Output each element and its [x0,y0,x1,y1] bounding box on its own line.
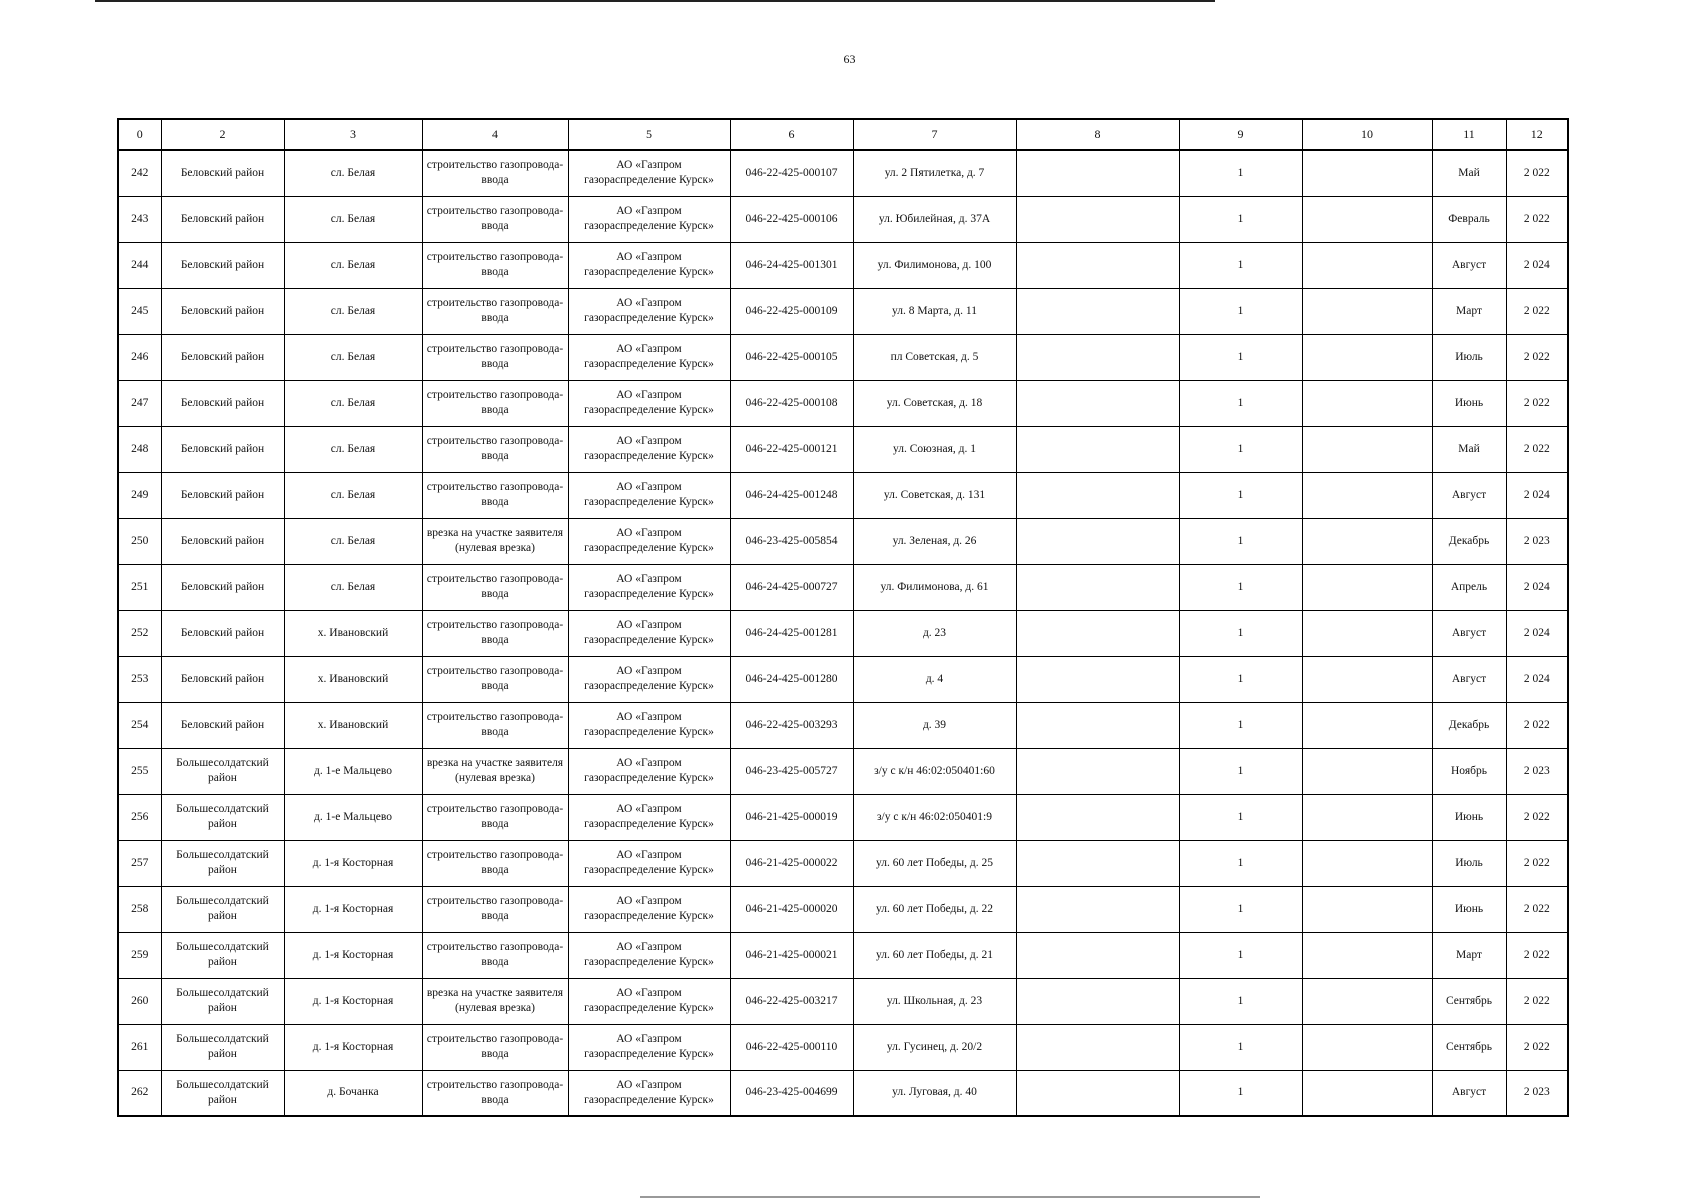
year-cell: 2 022 [1506,380,1568,426]
address-cell: з/у с к/н 46:02:050401:9 [853,794,1016,840]
organization-cell: АО «Газпром газораспределение Курск» [568,334,730,380]
organization-cell: АО «Газпром газораспределение Курск» [568,886,730,932]
district-cell: Беловский район [161,610,284,656]
row-number: 250 [118,518,161,564]
year-cell: 2 023 [1506,1070,1568,1116]
district-cell: Беловский район [161,334,284,380]
address-cell: ул. 2 Пятилетка, д. 7 [853,150,1016,196]
application-code-cell: 046-21-425-000021 [730,932,853,978]
column-header: 2 [161,119,284,150]
row-number: 244 [118,242,161,288]
quantity-cell: 1 [1179,610,1302,656]
organization-cell: АО «Газпром газораспределение Курск» [568,150,730,196]
quantity-cell: 1 [1179,472,1302,518]
column-8-cell [1016,702,1179,748]
column-8-cell [1016,886,1179,932]
column-10-cell [1302,886,1432,932]
organization-cell: АО «Газпром газораспределение Курск» [568,426,730,472]
work-type-cell: строительство газопровода-ввода [422,288,568,334]
application-code-cell: 046-24-425-001301 [730,242,853,288]
month-cell: Апрель [1432,564,1506,610]
district-cell: Беловский район [161,564,284,610]
page-number: 63 [843,52,856,66]
work-type-cell: строительство газопровода-ввода [422,932,568,978]
table-row [118,1024,1568,1070]
quantity-cell: 1 [1179,702,1302,748]
table-row [118,380,1568,426]
address-cell: ул. Советская, д. 18 [853,380,1016,426]
quantity-cell: 1 [1179,840,1302,886]
year-cell: 2 022 [1506,334,1568,380]
column-header: 8 [1016,119,1179,150]
quantity-cell: 1 [1179,932,1302,978]
settlement-cell: сл. Белая [284,150,422,196]
organization-cell: АО «Газпром газораспределение Курск» [568,564,730,610]
table-row [118,932,1568,978]
month-cell: Сентябрь [1432,978,1506,1024]
column-8-cell [1016,564,1179,610]
application-code-cell: 046-22-425-003293 [730,702,853,748]
table-row [118,426,1568,472]
district-cell: Беловский район [161,242,284,288]
organization-cell: АО «Газпром газораспределение Курск» [568,518,730,564]
work-type-cell: строительство газопровода-ввода [422,150,568,196]
year-cell: 2 024 [1506,564,1568,610]
table-row [118,518,1568,564]
row-number: 248 [118,426,161,472]
work-type-cell: строительство газопровода-ввода [422,380,568,426]
year-cell: 2 022 [1506,196,1568,242]
quantity-cell: 1 [1179,886,1302,932]
column-10-cell [1302,242,1432,288]
organization-cell: АО «Газпром газораспределение Курск» [568,840,730,886]
application-code-cell: 046-22-425-000121 [730,426,853,472]
application-code-cell: 046-21-425-000019 [730,794,853,840]
month-cell: Июнь [1432,794,1506,840]
organization-cell: АО «Газпром газораспределение Курск» [568,380,730,426]
row-number: 247 [118,380,161,426]
work-type-cell: врезка на участке заявителя (нулевая врезка) [422,978,568,1024]
quantity-cell: 1 [1179,794,1302,840]
column-10-cell [1302,840,1432,886]
row-number: 258 [118,886,161,932]
application-code-cell: 046-24-425-001248 [730,472,853,518]
column-8-cell [1016,932,1179,978]
address-cell: з/у с к/н 46:02:050401:60 [853,748,1016,794]
month-cell: Декабрь [1432,702,1506,748]
column-header: 0 [118,119,161,150]
application-code-cell: 046-24-425-001281 [730,610,853,656]
table-row [118,886,1568,932]
work-type-cell: строительство газопровода-ввода [422,1070,568,1116]
month-cell: Июнь [1432,886,1506,932]
table-row [118,196,1568,242]
application-code-cell: 046-21-425-000020 [730,886,853,932]
work-type-cell: строительство газопровода-ввода [422,564,568,610]
organization-cell: АО «Газпром газораспределение Курск» [568,978,730,1024]
district-cell: Большесолдатский район [161,1024,284,1070]
organization-cell: АО «Газпром газораспределение Курск» [568,288,730,334]
month-cell: Февраль [1432,196,1506,242]
address-cell: ул. Союзная, д. 1 [853,426,1016,472]
work-type-cell: строительство газопровода-ввода [422,196,568,242]
settlement-cell: сл. Белая [284,564,422,610]
row-number: 259 [118,932,161,978]
column-10-cell [1302,702,1432,748]
application-code-cell: 046-23-425-005854 [730,518,853,564]
work-type-cell: строительство газопровода-ввода [422,242,568,288]
application-code-cell: 046-22-425-003217 [730,978,853,1024]
table-row [118,150,1568,196]
table-row [118,288,1568,334]
quantity-cell: 1 [1179,748,1302,794]
address-cell: ул. Филимонова, д. 61 [853,564,1016,610]
column-10-cell [1302,288,1432,334]
column-10-cell [1302,1024,1432,1070]
application-code-cell: 046-22-425-000110 [730,1024,853,1070]
organization-cell: АО «Газпром газораспределение Курск» [568,610,730,656]
work-type-cell: врезка на участке заявителя (нулевая врезка) [422,518,568,564]
work-type-cell: строительство газопровода-ввода [422,794,568,840]
organization-cell: АО «Газпром газораспределение Курск» [568,794,730,840]
year-cell: 2 024 [1506,610,1568,656]
column-10-cell [1302,610,1432,656]
month-cell: Август [1432,242,1506,288]
address-cell: ул. Юбилейная, д. 37А [853,196,1016,242]
work-type-cell: строительство газопровода-ввода [422,426,568,472]
column-10-cell [1302,978,1432,1024]
row-number: 256 [118,794,161,840]
row-number: 249 [118,472,161,518]
settlement-cell: д. 1-я Косторная [284,1024,422,1070]
quantity-cell: 1 [1179,1024,1302,1070]
district-cell: Большесолдатский район [161,748,284,794]
month-cell: Сентябрь [1432,1024,1506,1070]
address-cell: ул. 60 лет Победы, д. 25 [853,840,1016,886]
settlement-cell: сл. Белая [284,472,422,518]
quantity-cell: 1 [1179,978,1302,1024]
application-code-cell: 046-24-425-001280 [730,656,853,702]
month-cell: Май [1432,150,1506,196]
organization-cell: АО «Газпром газораспределение Курск» [568,1070,730,1116]
address-cell: ул. Зеленая, д. 26 [853,518,1016,564]
row-number: 254 [118,702,161,748]
district-cell: Большесолдатский район [161,794,284,840]
organization-cell: АО «Газпром газораспределение Курск» [568,1024,730,1070]
month-cell: Июнь [1432,380,1506,426]
quantity-cell: 1 [1179,242,1302,288]
column-8-cell [1016,1024,1179,1070]
address-cell: ул. 8 Марта, д. 11 [853,288,1016,334]
settlement-cell: сл. Белая [284,518,422,564]
organization-cell: АО «Газпром газораспределение Курск» [568,656,730,702]
column-8-cell [1016,472,1179,518]
district-cell: Беловский район [161,380,284,426]
application-code-cell: 046-23-425-004699 [730,1070,853,1116]
work-type-cell: строительство газопровода-ввода [422,610,568,656]
column-8-cell [1016,288,1179,334]
year-cell: 2 022 [1506,840,1568,886]
row-number: 252 [118,610,161,656]
district-cell: Беловский район [161,426,284,472]
month-cell: Июль [1432,840,1506,886]
settlement-cell: д. 1-е Мальцево [284,748,422,794]
year-cell: 2 024 [1506,242,1568,288]
application-code-cell: 046-22-425-000106 [730,196,853,242]
column-10-cell [1302,932,1432,978]
settlement-cell: д. 1-я Косторная [284,978,422,1024]
table-row [118,978,1568,1024]
settlement-cell: сл. Белая [284,288,422,334]
month-cell: Август [1432,1070,1506,1116]
work-type-cell: строительство газопровода-ввода [422,886,568,932]
month-cell: Август [1432,472,1506,518]
month-cell: Май [1432,426,1506,472]
district-cell: Беловский район [161,150,284,196]
organization-cell: АО «Газпром газораспределение Курск» [568,932,730,978]
column-8-cell [1016,518,1179,564]
row-number: 262 [118,1070,161,1116]
address-cell: ул. Советская, д. 131 [853,472,1016,518]
application-code-cell: 046-22-425-000105 [730,334,853,380]
table-row [118,334,1568,380]
quantity-cell: 1 [1179,288,1302,334]
row-number: 245 [118,288,161,334]
year-cell: 2 022 [1506,150,1568,196]
work-type-cell: строительство газопровода-ввода [422,840,568,886]
application-code-cell: 046-22-425-000107 [730,150,853,196]
address-cell: ул. 60 лет Победы, д. 22 [853,886,1016,932]
table-row [118,564,1568,610]
row-number: 251 [118,564,161,610]
column-header: 5 [568,119,730,150]
column-8-cell [1016,426,1179,472]
quantity-cell: 1 [1179,150,1302,196]
row-number: 253 [118,656,161,702]
address-cell: ул. Школьная, д. 23 [853,978,1016,1024]
year-cell: 2 022 [1506,288,1568,334]
row-number: 255 [118,748,161,794]
column-10-cell [1302,518,1432,564]
district-cell: Беловский район [161,472,284,518]
application-code-cell: 046-22-425-000109 [730,288,853,334]
row-number: 246 [118,334,161,380]
work-type-cell: врезка на участке заявителя (нулевая врезка) [422,748,568,794]
settlement-cell: д. Бочанка [284,1070,422,1116]
settlement-cell: д. 1-я Косторная [284,840,422,886]
column-10-cell [1302,334,1432,380]
work-type-cell: строительство газопровода-ввода [422,1024,568,1070]
column-header: 9 [1179,119,1302,150]
application-code-cell: 046-21-425-000022 [730,840,853,886]
column-10-cell [1302,380,1432,426]
quantity-cell: 1 [1179,656,1302,702]
table-row [118,1070,1568,1116]
settlement-cell: д. 1-я Косторная [284,886,422,932]
address-cell: д. 23 [853,610,1016,656]
quantity-cell: 1 [1179,426,1302,472]
address-cell: д. 39 [853,702,1016,748]
column-10-cell [1302,150,1432,196]
quantity-cell: 1 [1179,518,1302,564]
table-row [118,748,1568,794]
month-cell: Август [1432,610,1506,656]
district-cell: Беловский район [161,518,284,564]
organization-cell: АО «Газпром газораспределение Курск» [568,242,730,288]
settlement-cell: сл. Белая [284,426,422,472]
scan-edge-bottom [640,1196,1260,1198]
quantity-cell: 1 [1179,380,1302,426]
quantity-cell: 1 [1179,1070,1302,1116]
table-header-row [118,119,1568,150]
district-cell: Большесолдатский район [161,978,284,1024]
work-type-cell: строительство газопровода-ввода [422,702,568,748]
column-8-cell [1016,978,1179,1024]
settlement-cell: сл. Белая [284,242,422,288]
address-cell: ул. Гусинец, д. 20/2 [853,1024,1016,1070]
address-cell: ул. 60 лет Победы, д. 21 [853,932,1016,978]
row-number: 260 [118,978,161,1024]
column-8-cell [1016,196,1179,242]
month-cell: Ноябрь [1432,748,1506,794]
column-8-cell [1016,656,1179,702]
column-header: 6 [730,119,853,150]
column-header: 10 [1302,119,1432,150]
column-8-cell [1016,334,1179,380]
address-cell: ул. Луговая, д. 40 [853,1070,1016,1116]
work-type-cell: строительство газопровода-ввода [422,334,568,380]
column-10-cell [1302,656,1432,702]
application-code-cell: 046-24-425-000727 [730,564,853,610]
column-header: 12 [1506,119,1568,150]
column-8-cell [1016,242,1179,288]
column-8-cell [1016,610,1179,656]
quantity-cell: 1 [1179,564,1302,610]
district-cell: Беловский район [161,196,284,242]
month-cell: Март [1432,932,1506,978]
column-10-cell [1302,1070,1432,1116]
year-cell: 2 023 [1506,518,1568,564]
settlement-cell: х. Ивановский [284,610,422,656]
registry-table [117,118,1569,1117]
year-cell: 2 022 [1506,1024,1568,1070]
year-cell: 2 022 [1506,794,1568,840]
district-cell: Большесолдатский район [161,886,284,932]
table-row [118,472,1568,518]
month-cell: Март [1432,288,1506,334]
table-row [118,794,1568,840]
column-8-cell [1016,1070,1179,1116]
column-8-cell [1016,150,1179,196]
quantity-cell: 1 [1179,334,1302,380]
quantity-cell: 1 [1179,196,1302,242]
address-cell: ул. Филимонова, д. 100 [853,242,1016,288]
work-type-cell: строительство газопровода-ввода [422,656,568,702]
application-code-cell: 046-23-425-005727 [730,748,853,794]
column-8-cell [1016,840,1179,886]
table-row [118,242,1568,288]
column-10-cell [1302,426,1432,472]
year-cell: 2 022 [1506,702,1568,748]
table-row [118,610,1568,656]
column-10-cell [1302,748,1432,794]
district-cell: Беловский район [161,288,284,334]
district-cell: Беловский район [161,656,284,702]
year-cell: 2 024 [1506,472,1568,518]
organization-cell: АО «Газпром газораспределение Курск» [568,702,730,748]
settlement-cell: д. 1-е Мальцево [284,794,422,840]
column-header: 7 [853,119,1016,150]
column-10-cell [1302,196,1432,242]
table-row [118,656,1568,702]
column-header: 11 [1432,119,1506,150]
application-code-cell: 046-22-425-000108 [730,380,853,426]
organization-cell: АО «Газпром газораспределение Курск» [568,196,730,242]
table-row [118,702,1568,748]
year-cell: 2 022 [1506,886,1568,932]
column-8-cell [1016,794,1179,840]
month-cell: Декабрь [1432,518,1506,564]
organization-cell: АО «Газпром газораспределение Курск» [568,472,730,518]
table-row [118,840,1568,886]
row-number: 242 [118,150,161,196]
column-10-cell [1302,794,1432,840]
month-cell: Август [1432,656,1506,702]
year-cell: 2 022 [1506,426,1568,472]
column-header: 3 [284,119,422,150]
row-number: 243 [118,196,161,242]
district-cell: Беловский район [161,702,284,748]
settlement-cell: сл. Белая [284,334,422,380]
month-cell: Июль [1432,334,1506,380]
organization-cell: АО «Газпром газораспределение Курск» [568,748,730,794]
address-cell: д. 4 [853,656,1016,702]
year-cell: 2 024 [1506,656,1568,702]
settlement-cell: сл. Белая [284,380,422,426]
scan-edge-top [95,0,1215,2]
column-10-cell [1302,472,1432,518]
district-cell: Большесолдатский район [161,932,284,978]
settlement-cell: сл. Белая [284,196,422,242]
settlement-cell: д. 1-я Косторная [284,932,422,978]
address-cell: пл Советская, д. 5 [853,334,1016,380]
column-header: 4 [422,119,568,150]
year-cell: 2 022 [1506,932,1568,978]
work-type-cell: строительство газопровода-ввода [422,472,568,518]
settlement-cell: х. Ивановский [284,656,422,702]
column-8-cell [1016,748,1179,794]
settlement-cell: х. Ивановский [284,702,422,748]
district-cell: Большесолдатский район [161,1070,284,1116]
row-number: 257 [118,840,161,886]
column-8-cell [1016,380,1179,426]
year-cell: 2 023 [1506,748,1568,794]
district-cell: Большесолдатский район [161,840,284,886]
year-cell: 2 022 [1506,978,1568,1024]
row-number: 261 [118,1024,161,1070]
column-10-cell [1302,564,1432,610]
